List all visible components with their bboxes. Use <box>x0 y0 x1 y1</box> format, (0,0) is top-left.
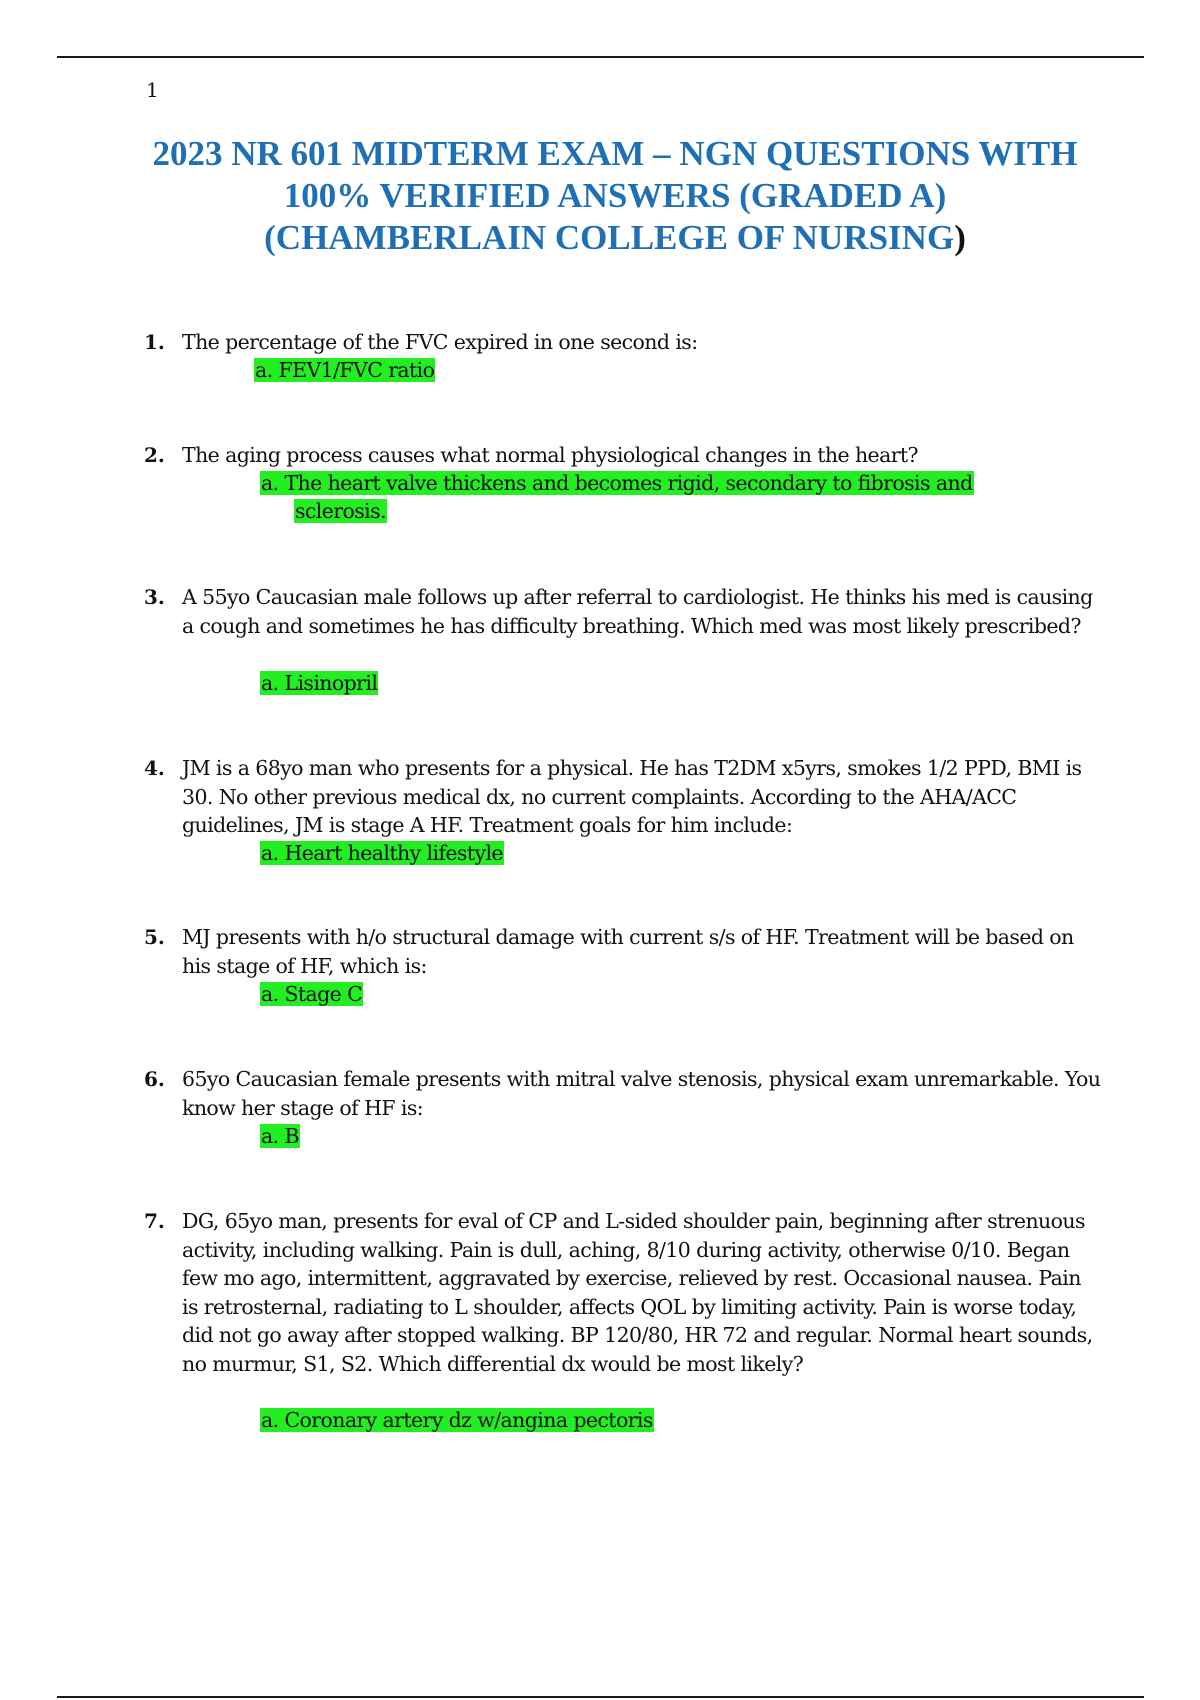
question-text: JM is a 68yo man who presents for a physical. He has T2DM x5yrs, smokes 1/2 PPD, BMI is 30. No other previous medical dx, no current complaints. According to the AHA/ACC guidelines, JM is stage A HF. Treatment goals for him include: <box>182 756 1082 837</box>
question-text: The percentage of the FVC expired in one second is: <box>182 330 698 354</box>
answer-1 <box>254 356 435 384</box>
title-line-3: (CHAMBERLAIN COLLEGE OF NURSING) <box>264 218 966 257</box>
answer-4 <box>260 839 504 867</box>
question-number: 6. <box>144 1067 165 1091</box>
question-number: 4. <box>144 756 165 780</box>
answer-7 <box>260 1406 654 1434</box>
question-text: A 55yo Caucasian male follows up after referral to cardiologist. He thinks his med is causing a cough and sometimes he has difficulty breathing. Which med was most likely prescribed? <box>182 585 1093 638</box>
answer-highlight: a. Heart healthy lifestyle <box>261 841 503 865</box>
question-text: The aging process causes what normal physiological changes in the heart? <box>182 443 918 467</box>
page-number: 1 <box>146 78 159 102</box>
question-text: 65yo Caucasian female presents with mitral valve stenosis, physical exam unremarkable. You know her stage of HF is: <box>182 1067 1101 1120</box>
answer-5 <box>260 980 363 1008</box>
answer-2 <box>260 469 974 525</box>
answer-highlight: a. Stage C <box>261 982 363 1006</box>
top-rule <box>57 56 1144 58</box>
question-text: DG, 65yo man, presents for eval of CP and L-sided shoulder pain, beginning after strenuous activity, including walking. Pain is dull, aching, 8/10 during activity, otherwise 0/10. Began few mo ago, intermittent, aggravated by exercise, relieved by rest. Occasional nausea. Pain is retrosternal, radiating to L shoulder, affects QOL by limiting activity. Pain is worse today, did not go away after stopped walking. BP 120/80, HR 72 and regular. Normal heart sounds, no murmur, S1, S2. Which differential dx would be most likely? <box>182 1209 1093 1376</box>
answer-highlight: a. Lisinopril <box>261 671 378 695</box>
question-number: 2. <box>144 443 165 467</box>
title-line-1: 2023 NR 601 MIDTERM EXAM – NGN QUESTIONS WITH <box>152 134 1078 173</box>
question-number: 3. <box>144 585 165 609</box>
answer-highlight: a. B <box>261 1124 299 1148</box>
title-line-2: 100% VERIFIED ANSWERS (GRADED A) <box>283 176 947 215</box>
question-number: 5. <box>144 925 165 949</box>
document-title <box>120 133 1110 259</box>
answer-highlight: a. Coronary artery dz w/angina pectoris <box>261 1408 653 1432</box>
answer-highlight: a. The heart valve thickens and becomes rigid, secondary to fibrosis and <box>261 471 973 495</box>
question-number: 7. <box>144 1209 165 1233</box>
answer-highlight-continued: sclerosis. <box>295 499 386 523</box>
question-number: 1. <box>144 330 165 354</box>
bottom-rule <box>57 1696 1144 1698</box>
question-text: MJ presents with h/o structural damage with current s/s of HF. Treatment will be based on his stage of HF, which is: <box>182 925 1074 978</box>
answer-highlight: a. FEV1/FVC ratio <box>255 358 435 382</box>
answer-3 <box>260 669 378 697</box>
answer-6 <box>260 1122 300 1150</box>
